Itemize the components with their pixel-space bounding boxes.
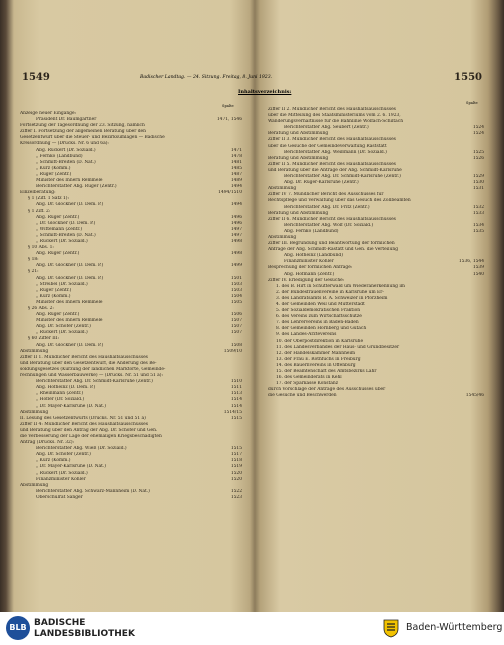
toc-entry-text: 13. der Frau E. Rothfuchs in Freiburg (276, 356, 361, 362)
toc-entry-page-number: 1485 (230, 165, 242, 171)
toc-entry-text: Abstimmung (20, 348, 49, 354)
toc-entry-text: Berichterstatter Abg. Wieß (Dr. Soziald.) (36, 446, 127, 452)
toc-entry-text: 7. des Lehrervereins in Baden-Baden (276, 320, 359, 326)
toc-entry-text: die Verbesserung der Lage der ehemaligen Kriegsbeschädigten (20, 433, 162, 439)
toc-entry-page-number: 1494 (230, 202, 242, 208)
toc-entry-text: „ Rückert (Dr. Soziald.) (36, 330, 88, 336)
toc-entry-text: 12. der Handelskammer Mannheim (276, 350, 356, 356)
toc-entry-text: 4. der Gemeinden Weil und Mutterstadt (276, 302, 365, 307)
toc-entry-text: „ Rückert (Dr. Soziald.) (36, 470, 88, 476)
toc-entry-text: 16. des Gemeinderats in Kehl (276, 375, 342, 381)
toc-entry-text: Berichterstatter Abg. Schwarz-Mannheim (D. Nat.) (36, 488, 150, 494)
toc-entry-text: „ Schmitt-Breiten (D. Nat.) (36, 159, 96, 165)
toc-entry-text: „ Kurz (Komm.) (36, 293, 71, 299)
toc-entry-page-number: 1471 (230, 147, 242, 153)
toc-entry-page-number: 1498 (230, 251, 242, 257)
toc-entry-page-number: 1507 (230, 324, 242, 330)
toc-entry-page-number: 1504 (230, 293, 242, 299)
toc-entry-page-number: 1513 (230, 391, 242, 397)
toc-entry-text: rechnungen und Wasserbauwerke) — (Drucks. Nr. 51 und 51 a): (20, 373, 163, 379)
toc-entry-page-number: 1545/46 (465, 393, 484, 399)
toc-entry-text: Fortsetzung der Tagesordnung der 23. Sitzung, nämlich (20, 123, 145, 129)
toc-entry-text: 2. der Bundesfrauenvereine in Karlsruhe um Er- (276, 289, 384, 295)
toc-entry-page-number: 1514 (230, 397, 242, 403)
toc-entry-page-number: 1505 (230, 299, 242, 305)
toc-entry-text: Kreisordnung — (Drucks. Nr. 6 und 6a): (20, 141, 109, 147)
toc-entry-page-number: 1496 (230, 220, 242, 226)
toc-entry-text: „ Höfler (Dr. Soziald.) (36, 397, 85, 403)
toc-entry-text: Berichterstatter Abg. Weißmann (Dr. Soziald.) (284, 149, 387, 155)
toc-entry-page-number: 1478 (230, 153, 242, 159)
toc-entry-page-number: 1487 (230, 171, 242, 177)
toc-entry-text: „ Kurz (Komm.) (36, 458, 71, 464)
toc-entry-page-number: 1518 (230, 458, 242, 464)
toc-entry-text: Abg. Dr. Glockner (D. Dem. P.) (36, 263, 104, 269)
toc-entry-page-number: 1526 (472, 155, 484, 161)
toc-entry-text: Berichterstatter Abg. Seubert (Zentr.) (284, 125, 369, 131)
toc-entry-text: Beratung und Abstimmung (268, 155, 329, 161)
toc-entry-page-number: 1503 (230, 287, 242, 293)
toc-entry-text: Ziffer I. Fortsetzung der allgemeinen Beratung über den (20, 129, 146, 135)
toc-entry-text: und Beratung über den Gesetzentwurf, die Änderung des Be- (20, 360, 157, 366)
toc-entry-text: Abg. Dr. Glockner (D. Dem. P.) (36, 202, 104, 208)
right-column-toc (268, 107, 484, 400)
toc-entry-page-number: 1494 (230, 184, 242, 190)
toc-entry-text: Anfrage der Abg. Schmidt-Rastatt und Gen. die Verteilung (268, 247, 399, 253)
toc-entry-text: Abg. Fernkö (Landbund) (284, 228, 339, 234)
toc-entry-page-number: 1514 (230, 403, 242, 409)
region-label[interactable]: Baden-Württemberg (406, 622, 503, 633)
toc-entry-page-number: 1524 (472, 125, 484, 131)
toc-entry-text: Ziffer II 3. Mündlicher Bericht des Haushaltsausschusses (268, 137, 396, 143)
toc-entry-text: „ Streibel (Dr. Soziald.) (36, 281, 88, 287)
toc-entry-text: „ Dr. Glockner (D. Dem. P.) (36, 220, 96, 226)
toc-entry-text: Abg. Rüger (Zentr.) (36, 214, 80, 220)
toc-entry-page-number: 1517 (230, 452, 242, 458)
toc-entry (20, 495, 242, 501)
toc-entry-page-number: 1530 (472, 180, 484, 186)
toc-entry-text: Abg. Dr. Schofer (Zentr.) (36, 324, 91, 330)
toc-entry-page-number: 1532 (472, 204, 484, 210)
toc-entry-text: Abg. Dr. Glockner (D. Dem. P.) (36, 342, 104, 348)
toc-entry-page-number: 1503 (230, 281, 242, 287)
toc-entry-text: Berichterstatter Abg. Wolf (Dr. Soziald.) (284, 222, 374, 228)
toc-entry-text: Finanzminister Köhler (284, 259, 334, 265)
toc-entry-text: über die Gesuche der Gemeindeverwaltung Raststatt (268, 143, 387, 149)
institution-line-2: LANDESBIBLIOTHEK (34, 629, 135, 639)
toc-entry-text: Rechtspflege und Verwaltung über das Gesuch des Zollbeamten (268, 198, 411, 204)
footer-bar (0, 612, 504, 645)
toc-entry-page-number: 1520 (230, 470, 242, 476)
toc-entry-text: „ Schmitt-Breiten (D. Nat.) (36, 232, 96, 238)
toc-entry (268, 393, 484, 399)
running-head: Badischer Landtag. — 24. Sitzung. Freitag, 8. Juni 1923. (140, 75, 273, 80)
toc-entry-text: Minister des Innern Remmele (36, 299, 103, 305)
toc-entry-page-number: 1511 (230, 385, 242, 391)
toc-entry-text: „ Rüger (Zentr.) (36, 171, 72, 177)
toc-entry-text: 9. des Landes-Ärztevereins (276, 332, 337, 338)
toc-entry-text: Oberschulrat Sanger (36, 494, 83, 500)
toc-entry-text: Gesetzentwurf über die Steuer- und Bezirksumlagen — Badische (20, 135, 165, 141)
toc-entry-text: und Beratung über die Anträge der Abg. Schmidt-Karlsruhe (268, 167, 402, 173)
right-page-number: 1550 (454, 72, 482, 83)
toc-entry-page-number: 1531 (472, 186, 484, 192)
toc-entry-page-number: 1481 (230, 159, 242, 165)
toc-entry-page-number: 1496 (230, 214, 242, 220)
toc-entry-page-number: 1471, 1546 (216, 117, 242, 123)
toc-entry-page-number: 1497 (230, 232, 242, 238)
toc-entry-page-number: 1509/10 (223, 348, 242, 354)
toc-entry-text: Ziffer III. Begründung und Beantwortung der förmlichen (268, 241, 395, 247)
toc-entry-text: Anzeige neuer Eingänge: (20, 111, 77, 116)
toc-entry-text: Beratung und Abstimmung (268, 131, 329, 137)
toc-entry-text: Abstimmung (20, 409, 49, 415)
toc-entry-text: Abg. Dr. Rüger-Karlsruhe (Zentr.) (284, 180, 359, 186)
toc-entry-text: 10. der Oberpostdirektion in Karlsruhe (276, 338, 364, 344)
toc-entry-page-number: 1489 (230, 178, 242, 184)
toc-entry-text: Abg. Hofheinz (Landbund) (284, 253, 343, 259)
toc-entry-text: § 1 Ziff. 2: (28, 208, 51, 214)
toc-entry-text: Berichterstatter Abg. Dr. Schmidt-Karlsruhe (Zentr.) (284, 174, 401, 180)
toc-entry-page-number: 1520 (230, 476, 242, 482)
baden-wuerttemberg-crest-icon (381, 618, 401, 638)
toc-entry-text: Ziffer IV 7. Mündlicher Bericht des Ausschusses für (268, 192, 384, 198)
toc-entry-text: Berichterstatter Abg. Dr. Fritz (Zentr.) (284, 204, 370, 210)
toc-entry-page-number: 1507 (230, 330, 242, 336)
toc-entry-page-number: 1536, 1544 (458, 259, 484, 265)
toc-entry-text: § 21: (28, 269, 39, 275)
toc-entry-text: Finanzminister Köhler (36, 476, 86, 482)
left-column-toc (20, 111, 242, 501)
toc-entry-text: Wanderungsverhältnisse für die Bahnlinie Wolfach-Schiltach (268, 119, 404, 125)
toc-entry-text: soldungsgesetzes (Kürzung der ländlichen Marktorte, Gemeinde- (20, 366, 166, 372)
toc-entry-text: 5. der Sozialdemokratischen Fraktion (276, 308, 361, 314)
toc-entry-text: und Beratung über den Antrag der Abg. Dr. Schofer und Gen. (20, 427, 158, 433)
blb-logo-icon[interactable]: BLB (6, 616, 30, 640)
toc-entry-text: 11. des Landesverbandes der Haus- und Grundbesitzer (276, 344, 400, 350)
toc-entry-text: Berichterstatter Abg. Rüger (Zentr.) (36, 184, 117, 190)
toc-entry-text: Abg. Rüger (Zentr.) (36, 251, 80, 257)
toc-entry-text: § 10 Abs. 1: (28, 245, 54, 251)
toc-entry-page-number: 1508 (230, 342, 242, 348)
toc-entry-text: Ziffer II 6. Mündlicher Bericht des Haushaltsausschusses (268, 216, 396, 222)
toc-entry-page-number: 1510 (230, 379, 242, 385)
toc-entry-text: Ziffer II 5. Mündlicher Bericht des Haushaltsausschusses (268, 161, 396, 167)
toc-entry-text: Abg. Dr. Schofer (Zentr.) (36, 452, 91, 458)
toc-entry-text: 14. des Bauernvereins in Offenburg (276, 362, 356, 368)
toc-entry-text: die Gesuche und Beschwerden (268, 393, 337, 399)
toc-entry-text: Abstimmung (268, 234, 297, 240)
toc-entry-page-number: 1523 (230, 494, 242, 500)
toc-entry-text: Ziffer IV. Erledigung der Gesuche: (268, 277, 345, 283)
page-title: Inhaltsverzeichnis: (238, 89, 292, 95)
toc-entry-text: Ziffer II 1. Mündlicher Bericht des Haushaltsausschusses (20, 354, 148, 360)
toc-entry-text: Berichterstatter Abg. Dr. Schmidt-Karlsruhe (Zentr.) (36, 379, 153, 385)
institution-line-1: BADISCHE (34, 618, 86, 628)
toc-entry-page-number: 1515 (230, 446, 242, 452)
toc-entry-text: Abg. Hofheinz (D. Dem. P.) (36, 385, 96, 391)
toc-entry-text: Abg. Dr. Glockner (D. Dem. P.) (36, 275, 104, 281)
toc-entry-page-number: 1533 (472, 210, 484, 216)
toc-entry-text: Abg. Hofmann (Zentr.) (284, 271, 335, 277)
toc-entry-text: § 1 (Ziff. 1 Satz 1): (28, 196, 69, 202)
toc-entry-text: Besprechung der förmlichen Anfrage: (268, 265, 353, 271)
toc-entry-page-number: 1515 (230, 415, 242, 421)
toc-entry-text: 3. des Landratsamts B. A. Schweizer in Pforzheim (276, 295, 388, 301)
toc-entry-text: „ Dr. Mayer-Karlsruhe (D. Nat.) (36, 403, 106, 409)
toc-entry-page-number: 1534 (472, 222, 484, 228)
toc-entry-page-number: 1524 (472, 131, 484, 137)
toc-entry-text: „ Rüger (Zentr.) (36, 287, 72, 293)
toc-entry-text: II. Lesung des Gesetzentwurfs (Drucks. Nr. 51 und 51 a) (20, 415, 146, 421)
toc-entry-text: 17. der Sparkasse Konstanz (276, 381, 339, 387)
toc-entry-page-number: 1539 (472, 265, 484, 271)
toc-entry-text: Abg. Rüger (Zentr.) (36, 312, 80, 318)
toc-entry-text: § 26 Abs. 2: (28, 306, 54, 311)
toc-entry-text: Präsident Dr. Baumgartner (36, 117, 97, 123)
toc-entry-text: Abstimmung (20, 482, 49, 488)
toc-entry-page-number: 1498 (230, 238, 242, 244)
left-page-number: 1549 (22, 72, 50, 83)
toc-entry-text: Antrag (Drucks. Nr. 32): (20, 440, 75, 446)
toc-entry-text: „ Rückert (Dr. Soziald.) (36, 238, 88, 244)
toc-entry-page-number: 1514/15 (223, 409, 242, 415)
toc-entry-text: Minister des Innern Remmele (36, 318, 103, 324)
institution-name[interactable] (34, 618, 135, 640)
toc-entry-text: „ Kurz (Komm.) (36, 165, 71, 171)
toc-entry-text: Ziffer II 2. Mündlicher Bericht des Haushaltsausschusses (268, 107, 396, 112)
toc-entry-text: Abstimmung (268, 186, 297, 192)
toc-entry-text: „ Rheinmann (Zentr.) (36, 391, 84, 397)
toc-entry-text: § 18: (28, 257, 39, 263)
toc-entry-text: Beratung und Abstimmung (268, 210, 329, 216)
toc-entry-page-number: 1497 (230, 226, 242, 232)
toc-entry-text: „ Dr. Mayer-Karlsruhe (D. Nat.) (36, 464, 106, 470)
toc-entry-text: Einzelberatung: (20, 190, 56, 196)
toc-entry-text: Ziffer II 4: Mündlicher Bericht des Haushaltsausschusses (20, 421, 149, 427)
toc-entry-text: „ Wittemann (Zentr.) (36, 226, 83, 232)
right-column-heading: Spalte (466, 101, 478, 105)
toc-entry-text: 1. des B. Hirt in Schutterwald um Wiederanerkennung im (276, 283, 405, 289)
toc-entry-text: 15. der Beamtenschaft des Amtsbezirks Lahr (276, 369, 377, 375)
toc-entry-page-number: 1507 (230, 318, 242, 324)
toc-entry-page-number: 1535 (472, 228, 484, 234)
toc-entry-text: 8. der Gemeinden Hornberg und Gutach (276, 326, 367, 332)
toc-entry-text: Minister des Innern Remmele (36, 178, 103, 184)
toc-entry-page-number: 1529 (472, 174, 484, 180)
left-column-heading: Spalte (222, 104, 234, 108)
toc-entry-page-number: 1519 (230, 464, 242, 470)
toc-entry-page-number: 1506 (230, 312, 242, 318)
toc-entry-text: 6. des Vereins zum Wirtschaftsschutze (276, 314, 362, 320)
toc-entry-text: über die Mitteilung des Staatsministeriums vom 2. 6. 1923, (268, 113, 401, 119)
toc-entry-page-number: 1494/1510 (218, 190, 242, 196)
toc-entry-text: durch Vorschläge der Anträge des Ausschusses über (268, 387, 386, 393)
toc-entry-text: § 60 Ziffer III: (28, 336, 59, 342)
toc-entry-page-number: 1540 (472, 271, 484, 277)
toc-entry-page-number: 1501 (230, 275, 242, 281)
toc-entry-text: Abg. Rückert (Dr. Soziald.) (36, 147, 96, 153)
toc-entry-page-number: 1499 (230, 263, 242, 269)
toc-entry-text: „ Fernkö (Landbund) (36, 153, 83, 159)
toc-entry-page-number: 1525 (472, 149, 484, 155)
toc-entry-page-number: 1522 (230, 488, 242, 494)
